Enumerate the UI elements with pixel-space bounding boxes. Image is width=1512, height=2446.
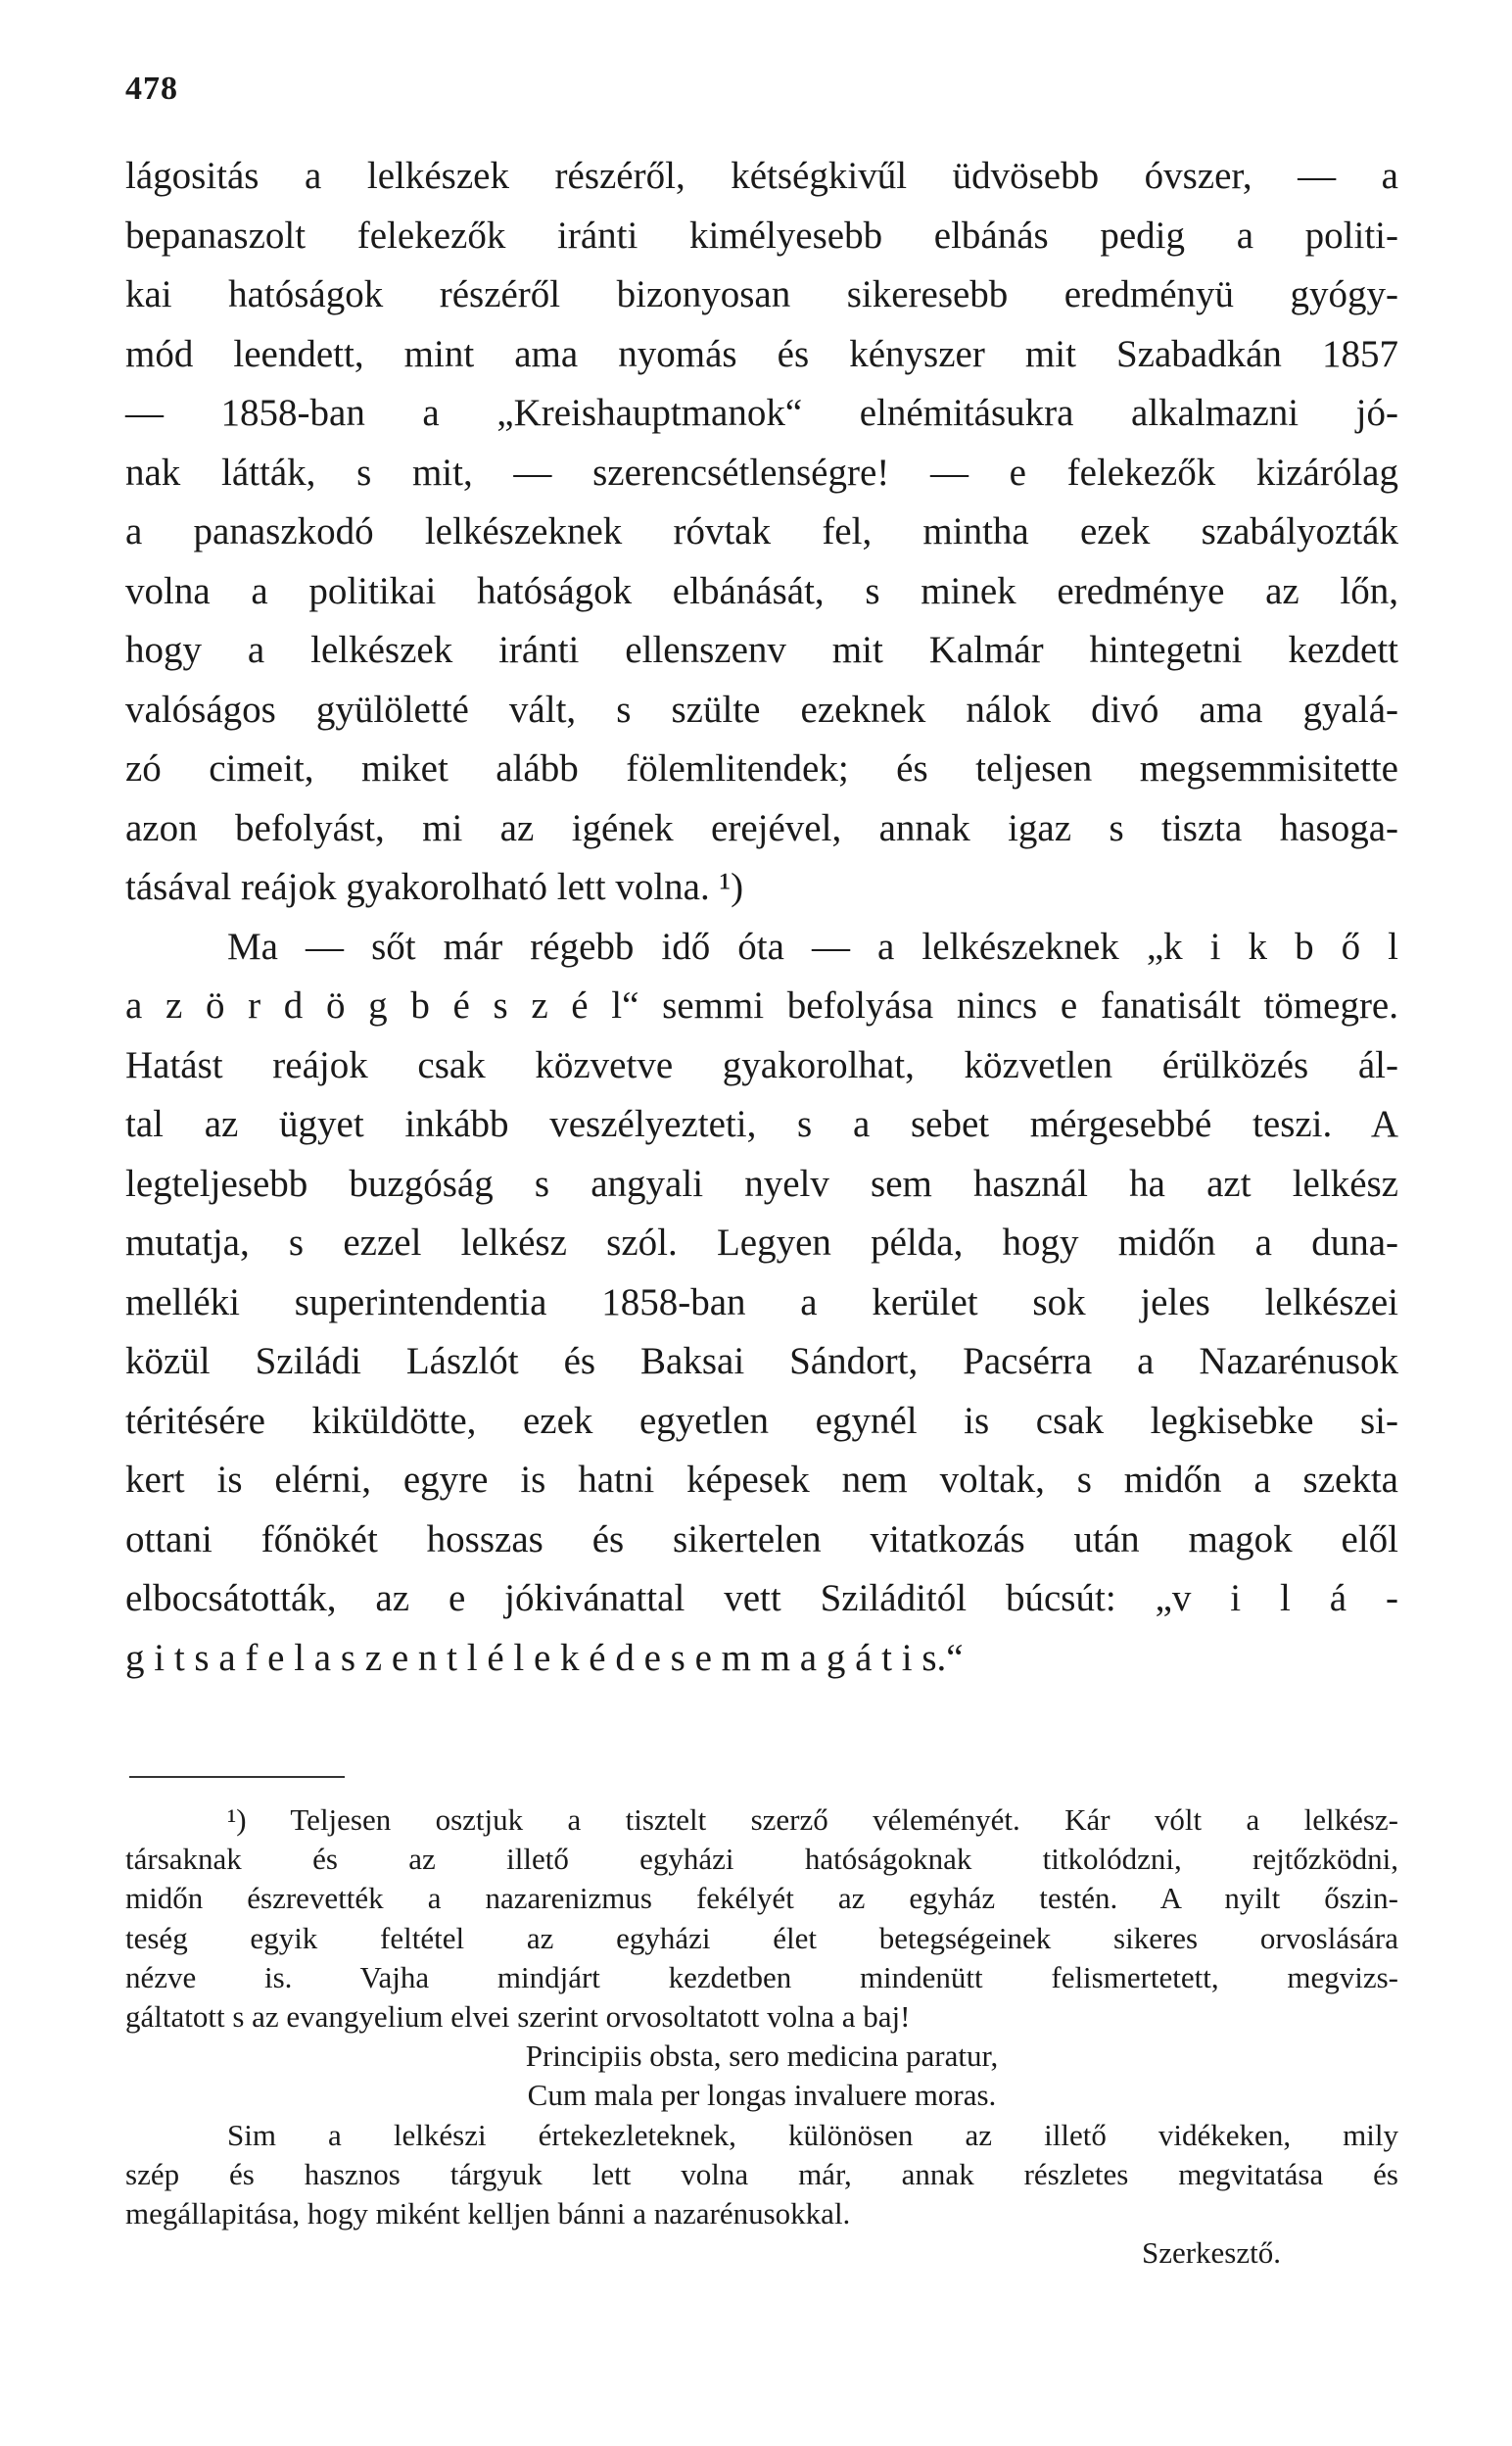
body-line: — 1858-ban a „Kreishauptmanok“ elnémitásukra alkalmazni jó- (125, 392, 1398, 434)
body-line: téritésére kiküldötte, ezek egyetlen egynél is csak legkisebke si- (125, 1399, 1398, 1442)
body-line: Hatást reájok csak közvetve gyakorolhat, közvetlen érülközés ál- (125, 1043, 1398, 1086)
footnote-line: gáltatott s az evangyelium elvei szerint orvosoltatott volna a baj! (125, 1998, 911, 2034)
body-line: lágositás a lelkészek részéről, kétségkivűl üdvösebb óvszer, — a (125, 155, 1398, 197)
body-line: a z ö r d ö g b é s z é l“ semmi befolyása nincs e fanatisált tömegre. (125, 984, 1398, 1027)
footnote-line: Sim a lelkészi értekezleteknek, különösen az illető vidékeken, mily (227, 2117, 1398, 2152)
footnote-line: teség egyik feltétel az egyházi élet betegségeinek sikeres orvoslására (125, 1920, 1398, 1955)
body-line: ottani főnökét hosszas és sikertelen vitatkozás után magok elől (125, 1517, 1398, 1560)
body-line: mód leendett, mint ama nyomás és kényszer mit Szabadkán 1857 (125, 332, 1398, 375)
footnote-quote-line: Principiis obsta, sero medicina paratur, (525, 2038, 999, 2074)
body-line: bepanaszolt felekezők iránti kimélyesebb elbánás pedig a politi- (125, 214, 1398, 257)
body-line: közül Sziládi Lászlót és Baksai Sándort, Pacsérra a Nazarénusok (125, 1340, 1398, 1382)
body-line: melléki superintendentia 1858-ban a kerület sok jeles lelkészei (125, 1280, 1398, 1323)
footnotes (125, 1800, 1398, 2273)
footnote-line: midőn észrevették a nazarenizmus fekélyét az egyház testén. A nyilt őszin- (125, 1881, 1398, 1916)
body-line: hogy a lelkészek iránti ellenszenv mit Kalmár hintegetni kezdett (125, 629, 1398, 671)
page-number: 478 (125, 71, 178, 107)
body-line: a panaszkodó lelkészeknek róvtak fel, mintha ezek szabályozták (125, 510, 1398, 552)
footnote-line: ¹) Teljesen osztjuk a tisztelt szerző véleményét. Kár vólt a lelkész- (227, 1802, 1398, 1837)
body-line: valóságos gyülöletté vált, s szülte ezeknek nálok divó ama gyalá- (125, 688, 1398, 731)
body-line: Ma — sőt már régebb idő óta — a lelkészeknek „k i k b ő l (227, 925, 1398, 968)
body-line: mutatja, s ezzel lelkész szól. Legyen példa, hogy midőn a duna- (125, 1222, 1398, 1264)
body-line: zó cimeit, miket alább fölemlitendek; és teljesen megsemmisitette (125, 747, 1398, 790)
footnote-divider (129, 1776, 345, 1778)
body-line: tásával reájok gyakorolható lett volna. ¹) (125, 866, 744, 908)
footnote-quote-line: Cum mala per longas invaluere moras. (527, 2078, 997, 2113)
body-line: elbocsátották, az e jókivánattal vett Sziláditól búcsút: „v i l á - (125, 1577, 1398, 1619)
body-line: g i t s a f e l a s z e n t l é l e k é d e s e m m a g á t i s.“ (125, 1636, 964, 1679)
editor-signature: Szerkesztő. (1141, 2235, 1281, 2271)
footnote-line: szép és hasznos tárgyuk lett volna már, annak részletes megvitatása és (125, 2156, 1398, 2191)
body-line: kai hatóságok részéről bizonyosan sikeresebb eredményü gyógy- (125, 273, 1398, 315)
footnote-line: társaknak és az illető egyházi hatóságoknak titkolódzni, rejtőzködni, (125, 1842, 1398, 1877)
body-line: legteljesebb buzgóság s angyali nyelv sem használ ha azt lelkész (125, 1162, 1398, 1205)
body-line: volna a politikai hatóságok elbánását, s minek eredménye az lőn, (125, 569, 1398, 612)
body-text (125, 147, 1398, 1688)
body-line: nak látták, s mit, — szerencsétlenségre! — e felekezők kizárólag (125, 451, 1398, 494)
footnote-line: megállapitása, hogy miként kelljen bánni a nazarénusokkal. (125, 2195, 851, 2230)
body-line: azon befolyást, mi az igének erejével, annak igaz s tiszta hasoga- (125, 806, 1398, 849)
footnote-line: nézve is. Vajha mindjárt kezdetben mindenütt felismertetett, megvizs- (125, 1959, 1398, 1994)
body-line: kert is elérni, egyre is hatni képesek nem voltak, s midőn a szekta (125, 1459, 1398, 1501)
body-line: tal az ügyet inkább veszélyezteti, s a sebet mérgesebbé teszi. A (125, 1103, 1398, 1145)
